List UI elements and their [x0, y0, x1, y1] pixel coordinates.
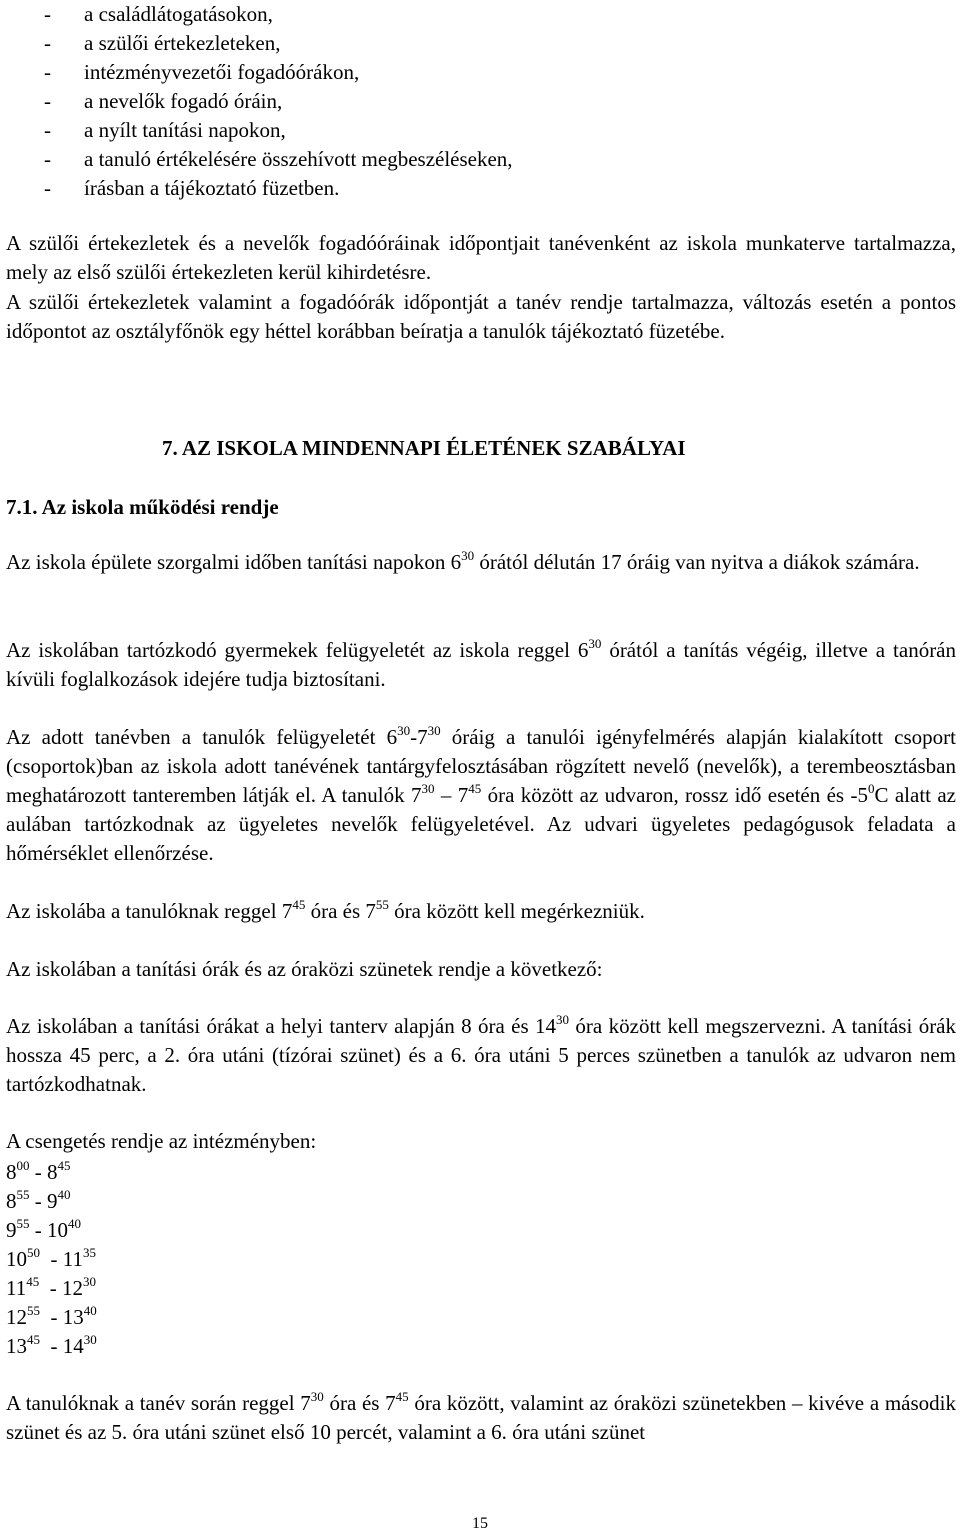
paragraph-text: A szülői értekezletek valamint a fogadóórák időpontját a tanév rendje tartalmazza, változás esetén a pontos időpontot az osztályfőnök egy héttel korábban beíratja a tanulók tájékoztató füzetébe. [6, 290, 956, 343]
schedule-start-m: 50 [27, 1245, 40, 1260]
schedule-end-h: 11 [62, 1247, 83, 1271]
bullet-dash: - [44, 2, 51, 26]
paragraph-yard-rules: A tanulóknak a tanév során reggel $7^{30}$ óra és $7^{45}$ óra között, valamint az óraközi szünetekben – kivéve a második szünet és az 5. óra utáni szünet első 10 percét, valamint a 6. óra utáni szünet [6, 1389, 956, 1444]
schedule-start-h: 10 [6, 1247, 27, 1271]
schedule-start-h: 12 [6, 1305, 27, 1329]
paragraph-morning-supervision: Az adott tanévben a tanulók felügyeletét $6^{30}-7^{30}$ óráig a tanulói igényfelmérés alapján kialakított csoport (csoportok)ban az iskola adott tanévének tantárgyfelosztásában rögzített nevelő (nevelők), a terembeosztásban meghatározott tanteremben látják el. A tanulók $7^{30} - 7^{45}$ óra között az udvaron, rossz idő esetén és $-5^0C$ alatt az aulában tartózkodnak az ügyeletes nevelők felügyeletével. Az udvari ügyeletes pedagógusok feladata a hőmérséklet ellenőrzése. [6, 723, 957, 865]
schedule-end-m: 30 [82, 1274, 96, 1289]
schedule-end-m: 35 [82, 1245, 96, 1260]
schedule-start-m: 55 [16, 1216, 30, 1231]
schedule-end-m: 40 [57, 1187, 71, 1202]
schedule-sep: - [29, 1160, 47, 1184]
schedule-end-m: 40 [83, 1303, 97, 1318]
list-item [44, 174, 513, 203]
list-item-text: intézményvezetői fogadóórákon, [84, 60, 360, 84]
schedule-start-m: 45 [26, 1274, 40, 1289]
bell-schedule-title: A csengetés rendje az intézményben: [6, 1129, 317, 1153]
bell-schedule [6, 1158, 956, 1361]
schedule-row [6, 1245, 956, 1274]
paragraph-lesson-order [6, 955, 956, 984]
schedule-end-m: 45 [57, 1158, 71, 1173]
schedule-end-m: 30 [83, 1332, 97, 1347]
list-item-text: a tanuló értékelésére összehívott megbeszéléseken, [84, 147, 513, 171]
list-item-text: írásban a tájékoztató füzetben. [84, 176, 340, 200]
bullet-dash: - [44, 89, 51, 113]
schedule-sep: - [40, 1247, 63, 1271]
list-item [44, 87, 513, 116]
paragraph-meeting-schedule [6, 288, 956, 346]
paragraph-text: Az iskolában a tanítási órák és az óraközi szünetek rendje a következő: [6, 957, 603, 981]
list-item [44, 145, 513, 174]
schedule-row [6, 1274, 956, 1303]
bullet-dash: - [44, 147, 51, 171]
schedule-end-h: 14 [62, 1334, 84, 1358]
schedule-start-h: 8 [6, 1189, 17, 1213]
schedule-end-m: 40 [68, 1216, 81, 1231]
bullet-dash: - [44, 60, 51, 84]
bullet-dash: - [44, 31, 51, 55]
schedule-start-h: 8 [6, 1160, 17, 1184]
page-number: 15 [472, 1515, 488, 1532]
list-item-text: a nevelők fogadó óráin, [84, 89, 283, 113]
paragraph-text: A szülői értekezletek és a nevelők fogadóóráinak időpontjait tanévenként az iskola munkaterve tartalmazza, mely az első szülői értekezleten kerül kihirdetésre. [6, 231, 956, 284]
paragraph-opening-hours: Az iskola épülete szorgalmi időben tanítási napokon $6^{30}$ órától délután 17 óráig van nyitva a diákok számára. [6, 548, 920, 574]
schedule-start-h: 9 [6, 1218, 17, 1242]
schedule-sep: - [29, 1189, 47, 1213]
bullet-dash: - [44, 118, 51, 142]
schedule-sep: - [29, 1218, 47, 1242]
list-item-text: a nyílt tanítási napokon, [84, 118, 286, 142]
list-item [44, 116, 513, 145]
paragraph-supervision: Az iskolában tartózkodó gyermekek felügyeletét az iskola reggel $6^{30}$ órától a tanítás végéig, illetve a tanórán kívüli foglalkozások idejére tudja biztosítani. [6, 636, 957, 691]
schedule-start-m: 45 [27, 1332, 40, 1347]
schedule-start-h: 11 [6, 1276, 27, 1300]
schedule-start-m: 55 [27, 1303, 40, 1318]
section-title: 7.1. Az iskola működési rendje [6, 495, 279, 519]
list-item-text: a szülői értekezleteken, [84, 31, 281, 55]
list-item-text: a családlátogatásokon, [84, 2, 273, 26]
schedule-end-h: 12 [61, 1276, 83, 1300]
schedule-end-h: 9 [47, 1189, 58, 1213]
schedule-start-m: 55 [16, 1187, 30, 1202]
schedule-end-h: 13 [62, 1305, 84, 1329]
paragraph-parent-meetings [6, 229, 956, 287]
bullet-dash: - [44, 176, 51, 200]
list-item [44, 0, 513, 29]
schedule-row [6, 1303, 956, 1332]
schedule-start-h: 13 [6, 1334, 27, 1358]
schedule-sep: - [39, 1276, 62, 1300]
chapter-title: 7. AZ ISKOLA MINDENNAPI ÉLETÉNEK SZABÁLYAI [162, 436, 686, 460]
schedule-end-h: 8 [47, 1160, 58, 1184]
schedule-end-h: 10 [47, 1218, 68, 1242]
list-item [44, 29, 513, 58]
schedule-start-m: 00 [16, 1158, 30, 1173]
paragraph-lessons: Az iskolában a tanítási órákat a helyi tanterv alapján 8 óra és $14^{30}$ óra között kell megszervezni. A tanítási órák hossza 45 perc, a 2. óra utáni (tízórai szünet) és a 6. óra utáni 5 perces szünetben a tanulók az udvaron nem tartózkodhatnak. [6, 1012, 957, 1096]
schedule-row [6, 1332, 956, 1361]
paragraph-arrival: Az iskolába a tanulóknak reggel $7^{45}$ óra és $7^{55}$ óra között kell megérkezniük. [6, 897, 645, 923]
schedule-row [6, 1187, 956, 1216]
list-item [44, 58, 513, 87]
contact-forms-list [44, 0, 513, 203]
schedule-sep: - [40, 1334, 63, 1358]
schedule-row [6, 1216, 956, 1245]
schedule-sep: - [40, 1305, 63, 1329]
schedule-row [6, 1158, 956, 1187]
